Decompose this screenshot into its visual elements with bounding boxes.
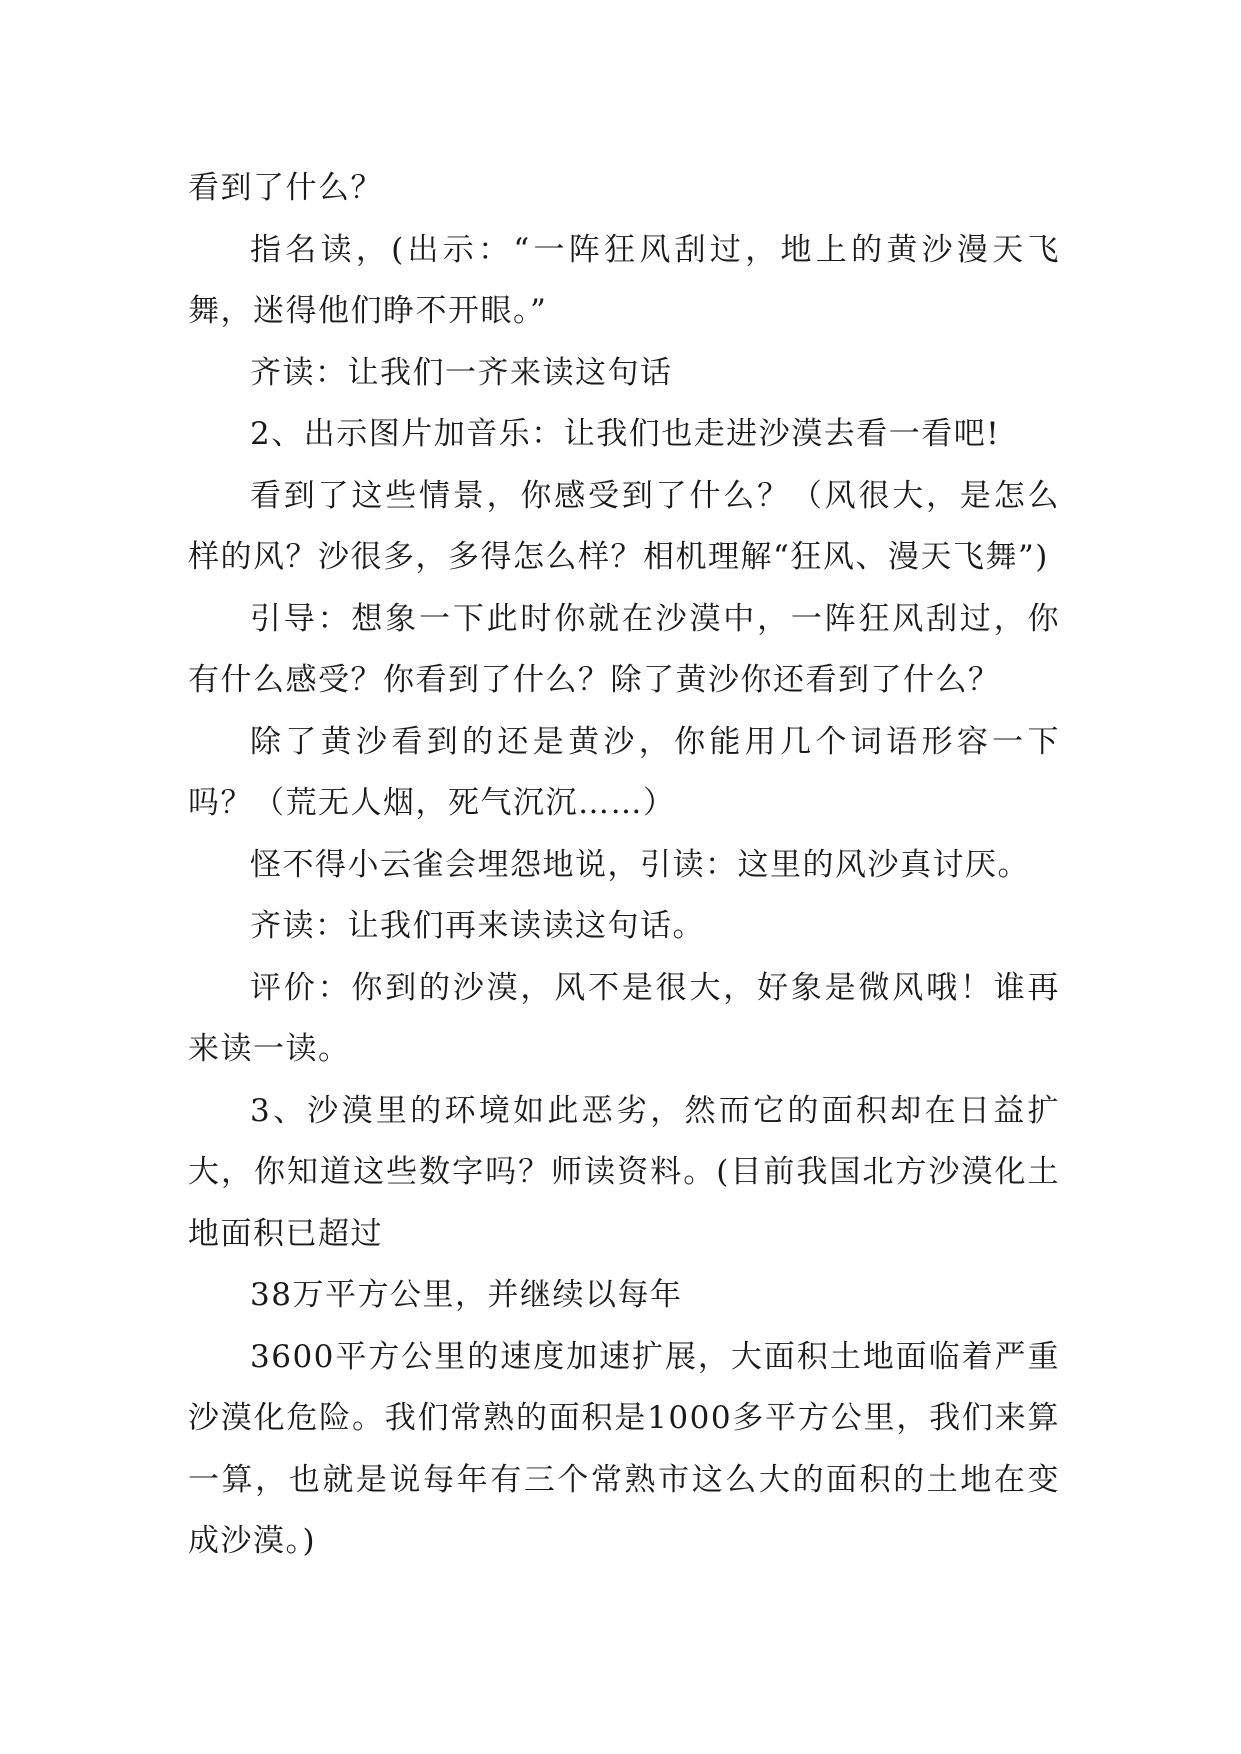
paragraph-continuation: 看到了什么？ [188,170,383,206]
paragraph-read-again: 齐读：让我们再来读读这句话。 [250,908,705,944]
paragraph-evaluation: 评价：你到的沙漠，风不是很大，好象是微风哦！谁再来读一读。 [188,969,1060,1067]
paragraph-group-reading: 齐读：让我们一齐来读这句话 [250,354,673,391]
paragraph-guidance: 引导：想象一下此时你就在沙漠中，一阵狂风刮过，你有什么感受？你看到了什么？除了黄沙你还看到了什么？ [188,600,1060,698]
paragraph-lark-complaint: 怪不得小云雀会埋怨地说，引读：这里的风沙真讨厌。 [250,846,1030,883]
paragraph-describe: 除了黄沙看到的还是黄沙，你能用几个词语形容一下吗？（荒无人烟，死气沉沉……） [188,723,1060,821]
paragraph-expansion-rate: 3600平方公里的速度加速扩展，大面积土地面临着严重沙漠化危险。我们常熟的面积是1000多平方公里，我们来算一算，也就是说每年有三个常熟市这么大的面积的土地在变成沙漠。) [188,1338,1060,1559]
paragraph-named-reading: 指名读，(出示：“一阵狂风刮过，地上的黄沙漫天飞舞，迷得他们睁不开眼。” [188,231,1060,329]
body-text [188,158,1060,1573]
paragraph-step-2: 2、出示图片加音乐：让我们也走进沙漠去看一看吧! [250,416,1001,452]
paragraph-area-figure: 38万平方公里，并继续以每年 [250,1277,683,1313]
paragraph-step-3: 3、沙漠里的环境如此恶劣，然而它的面积却在日益扩大，你知道这些数字吗？师读资料。(目前我国北方沙漠化土地面积已超过 [188,1092,1060,1252]
paragraph-scene-feeling: 看到了这些情景，你感受到了什么？（风很大，是怎么样的风？沙很多，多得怎么样？相机理解“狂风、漫天飞舞”) [188,477,1060,575]
